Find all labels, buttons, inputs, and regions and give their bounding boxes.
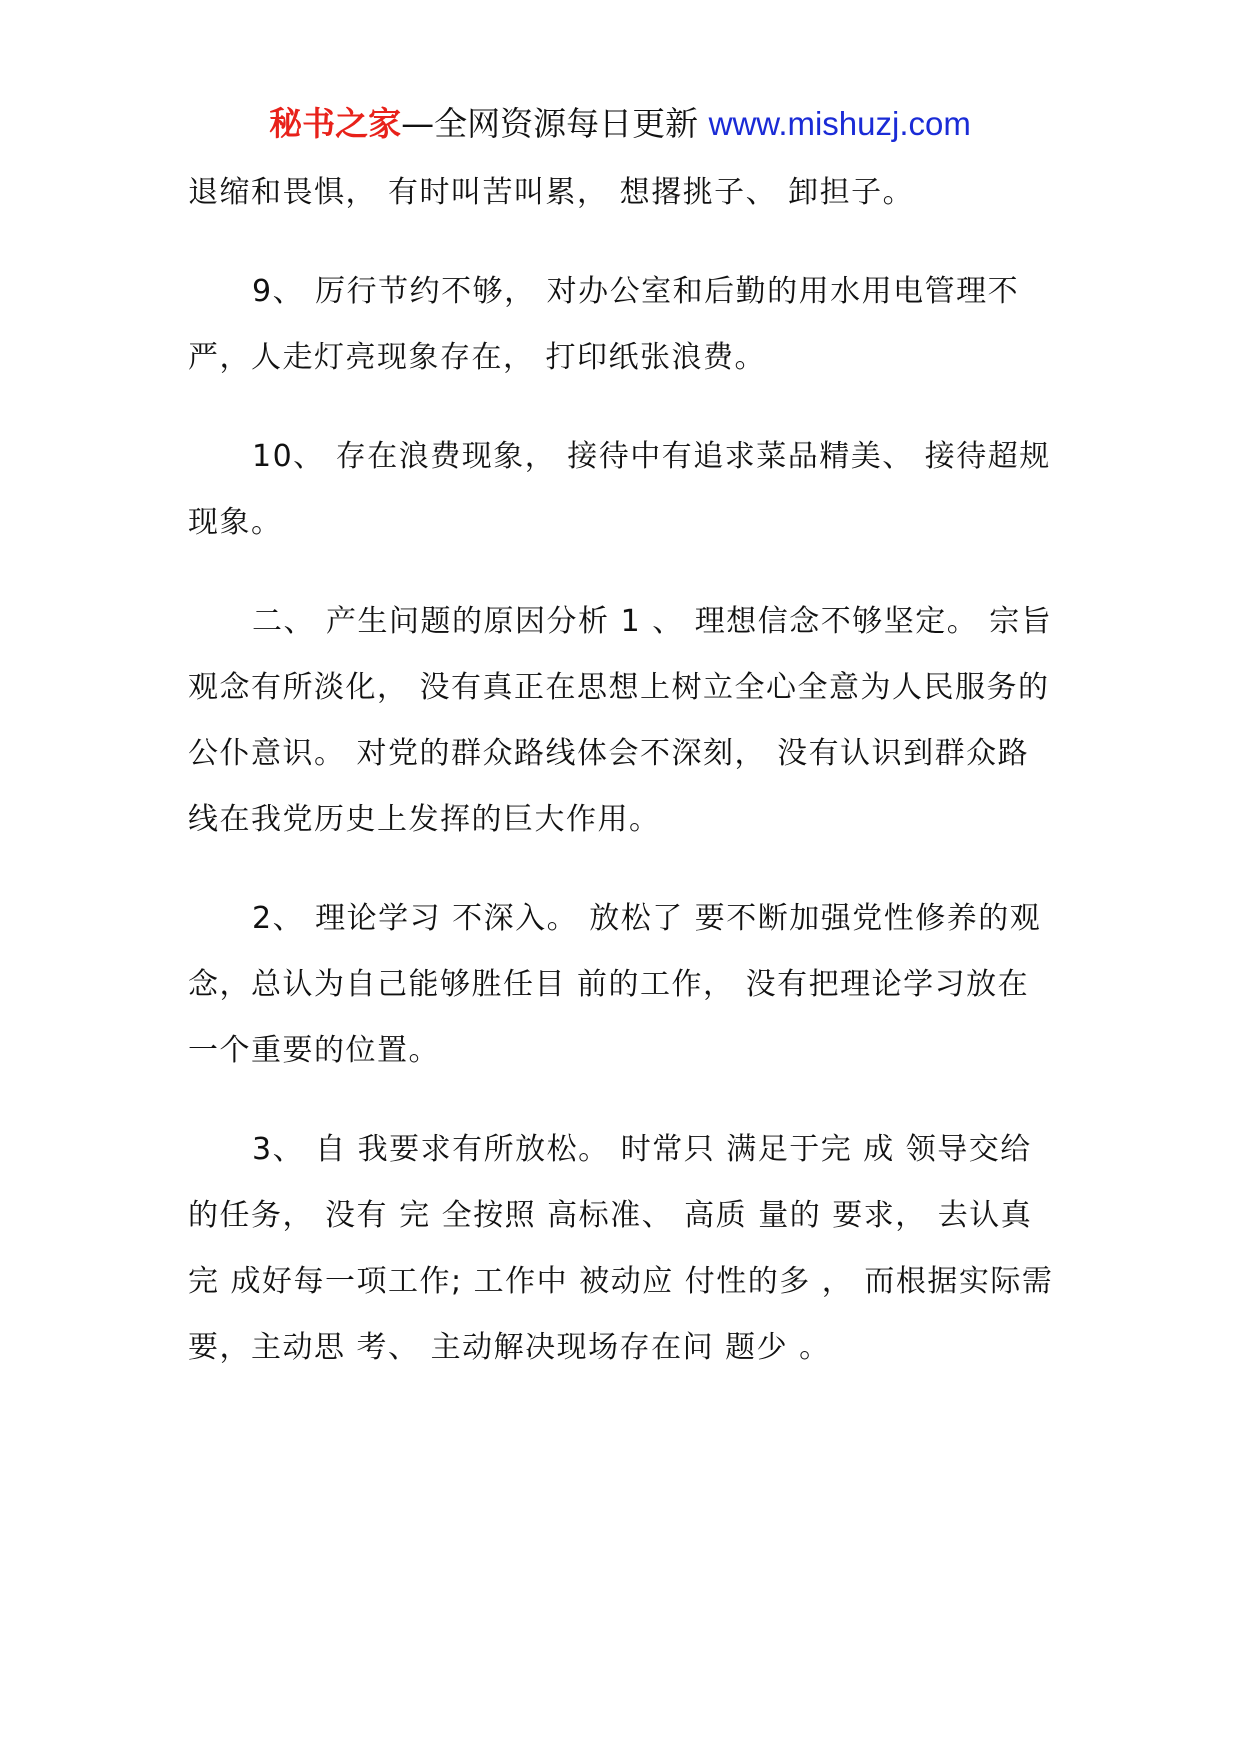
header-slogan: 全网资源每日更新 [434, 104, 699, 143]
brand-name: 秘书之家 [269, 104, 402, 143]
document-body [188, 160, 1058, 1414]
paragraph-continuation: 退缩和畏惧， 有时叫苦叫累， 想撂挑子、 卸担子。 [188, 175, 915, 210]
paragraph-item-10: 10、 存在浪费现象， 接待中有追求菜品精美、 接待超规现象。 [188, 439, 1051, 540]
website-url[interactable]: www.mishuzj.com [708, 105, 971, 142]
paragraph-cause-2: 2、 理论学习 不深入。 放松了 要不断加强党性修养的观念，总认为自己能够胜任目 前的工作， 没有把理论学习放在一个重要的位置。 [188, 901, 1042, 1068]
header-dash: — [401, 104, 435, 143]
paragraph-cause-3: 3、 自 我要求有所放松。 时常只 满足于完 成 领导交给的任务， 没有 完 全按照 高标准、 高质 量的 要求， 去认真完 成好每一项工作; 工作中 被动应 付性的多 ， 而根据实际需 要，主动思 考、 主动解决现场存在问 题少 。 [188, 1132, 1054, 1365]
page-header [0, 100, 1240, 148]
paragraph-section-2: 二、 产生问题的原因分析 1 、 理想信念不够坚定。 宗旨观念有所淡化， 没有真正在思想上树立全心全意为人民服务的公仆意识。 对党的群众路线体会不深刻， 没有认识到群众路线在我党历史上发挥的巨大作用。 [188, 604, 1053, 837]
paragraph-item-9: 9、 厉行节约不够， 对办公室和后勤的用水用电管理不严，人走灯亮现象存在， 打印纸张浪费。 [188, 274, 1020, 375]
